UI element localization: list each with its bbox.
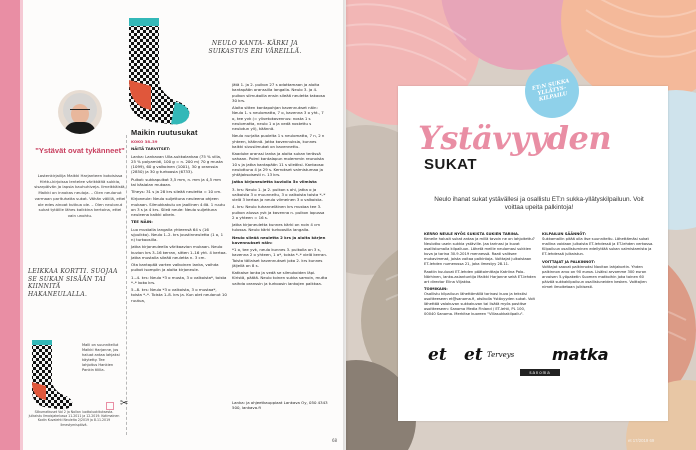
article-paragraph: Neulo nurjalta puolelta 1 s neulomatta, 7 n, 2 n yhteen, käännä. Jatka kavennuksia, kunnes kaikki sivusilmukat on kavennettu.: [232, 133, 325, 149]
pink-margin-band: [0, 0, 20, 450]
handwritten-note-top: NEULO KANTA- KÄRKI JA SUIKASTUS ERI VÄREILLÄ.: [208, 40, 302, 55]
yarn-supplier-note: Lanka: ja ohjeetkauppiaat Lankava Oy, 050 4343 500, lankava.fi: [232, 400, 328, 410]
article-paragraph: NÄITÄ TARVITSET:: [131, 146, 171, 152]
contest-paragraph: KERRO NEULE NYÖS SUKISTA SUKIEN TARINA. Kenelle halusit sukat antaa ja millä tavoin ne on lahjoitettu? Neulotko usein sukkia ystäville. Jaa tarinasi ja kuvat osallistumalla kilpailuun. Lähetä meille neulomasi sukkien kuva ja tarina 30.9.2019 mennessä. Raati valitsee mukavimmat, joista voitaa palkintoja. Voittajat julkaistaan ET-lehden numerossa 21, joka ilmestyy 28.11.: [424, 232, 535, 266]
contest-column-1: [424, 232, 536, 320]
left-page: [0, 0, 346, 450]
article-paragraph: Luo mustalla langalla yhteensä 64 s (16 s/puikko). Neulo 1–2. krs joustinneuletta (1 o, 1 n) turkoosilla.: [131, 226, 224, 242]
article-paragraph: Neulo sileää neuletta 2 krs ja aloita kärjen kavennukset näin:: [232, 234, 326, 245]
article-paragraph: Ota kantapää varten valkoinen lanka, vaihda puikot isompiin ja aloita kirjoneule.: [131, 262, 219, 273]
badge-text: ET:N SUKKA YLLÄTYS-KILPAILU: [531, 77, 570, 103]
contest-paragraph: KILPAILUN SÄÄNNÖT: Sukkamallin pitää olla itse suunniteltu. Lähettämäsi sukat mallina voidaan julkaista ET-lehdessä ja ET-lehden verkossa. Kilpailuun osallistuminen edellyttää sukan valmistamista ja ET-lehdessä julkaistun.: [542, 232, 654, 256]
article-paragraph: TEE NÄIN:: [131, 219, 153, 225]
author-portrait: [58, 90, 102, 134]
et-logo: et: [428, 345, 447, 365]
matka-logo: matka: [552, 345, 609, 364]
brand-logos: [424, 345, 654, 367]
cut-checkbox: [106, 402, 114, 410]
credit-box: Silkumatkuset Vol 2 ja Nollan luottoluokituksesta. Julkaistu Ilmaisjakelussa 11.2011 ja 12.2019. Kotimainen Kodin Kuvalehti Neuleita 2/2019 ja 8.11.2019 Ilmestymispäivä.: [28, 410, 120, 427]
terveys-logo-text: Terveys: [487, 351, 515, 359]
pull-quote: "Ystävät ovat tykänneet": [35, 146, 125, 155]
contest-paragraph: TOIMIKAIN: Osallistu kilpailuun lähettämällä tarinasi kuva ja tekstisi osoitteeseen et@sanoma.fi, otsikolla Ystävyyden sukat. Voit lähettää valokuvan sukkakuvan tai lisätä myös postitse osoitteeseen: Sanoma Media Finland / ET-lehti, PL 100, 00040 Sanoma. Merkitse kuoreen "Villasukkakilpailu".: [424, 287, 535, 316]
scissors-icon: ✂: [120, 398, 129, 409]
article-paragraph: jätä 1. ja 2. puikon 27 s odottamaan ja aloita kantapään oranssilla langalla. Neulo 3. ja 4. puikon silmukoilla ensin sileää neuletta takaosa 30 krs.: [232, 82, 326, 103]
sock-card-image: [24, 340, 76, 410]
article-paragraph: *1 o, tee yvk, neulo kunnes 3. puikolla on 3 s, kavenna 2 o yhteen, 1 o*, toista *–* vielä kerran. Toista tällaiset kavennukset joka 2. krs kunnes jäljellä on 8 s.: [232, 247, 328, 268]
article-paragraph: Puikot: sukkapuikot 3,5 mm, n. mm ja 4,5 mm tai käsialan mukaan.: [131, 176, 221, 187]
article-paragraph: Aloita sitten kantapohjan kavennukset näin: Neulo 1. s neulomatta, 7 o, kavenna 3 o yht., 7 o, tee yvk (= ylivetokavennus: nosta 1 s neulomatta, neulo 1 o ja vedä nostettu s neulotun yli), käännä.: [232, 105, 324, 131]
contest-column-2: [542, 232, 654, 292]
article-paragraph: 3. krs: Neulo 1. ja 2. puikon s ohi, jatka o ja valkoista 3 o muunneltu, 3 o valkoista toista *–* vielä 3 kertaa ja neulo viimeinen 3 o valkoista.: [232, 186, 326, 202]
article-paragraph: 1.–4. krs: Neulo *3 o musta, 3 o valkoista*, toista *–* koko krs.: [131, 274, 227, 285]
contest-paragraph: VOITTAJAT JA PALKINNOT: Voittajat saavat palkinnoksi Novitan lahjakortin. Yhden palkinnon arvo on 90 euroa. Lisäksi arvomme 300 euron arvoisen 5-yöpaketin Suomen matkoihin joka toinen 60 päivää sukkakilpailuun osallistuneiden kesken. Voittajien nimet ilmoitetaan julkisesti.: [542, 259, 647, 289]
page-title: Ystävyyden: [418, 119, 612, 157]
article-paragraph: Tiheys: 31 s ja 28 krs sileää neuletta = 10 cm.: [131, 189, 222, 194]
article-paragraph: Jatka kirjoneuleella värikaavion mukaan. Neulo kuvion krs 3–16 kerran, sitten 1–16 yht. 4 kertaa. Jatka mustalla sileää neuletta n. 3 cm.: [131, 244, 227, 260]
article-paragraph: 4. krs: Neulo tuhanneläinen krs mustaa tee 3. puikon alussa yvk ja kavenna n. puikon lopussa 2 o yhteen = 16 s.: [232, 204, 325, 220]
article-column-1: [131, 128, 227, 305]
contest-paragraph: Raatiin kuuluvat ET-lehden päätoimittaja Katriina Palo-Närhinen, lanka-asiantuntija Maikki Harjanne sekä ET-lehden art director Elina Viljakka.: [424, 269, 536, 284]
page-gutter: [343, 0, 349, 450]
intro-text: Lastenkirjailija Maikki Harjanteen kotoisissa Hirttu-kirjoissa lentelee värikkäitä sukkia, sisarpäivän ja lapsia kauhuhiveja. Ilmeikkäistä, Maikki on innokas neuloja. – Olen neulonut varmaan parituhatta sukat. Vähän välillä, ettei ole edes ainoat kutkua ole. – Olen neulonut sukat tytöille lähes kaikkina kertoina, ettei vain unohtu.: [34, 173, 126, 218]
card-caption: Malli on suunnitellut Maikki Harjanne, jos haluat antaa lahjaksi käytetty. Tee lahjoitus Hankien Pankin tililla.: [82, 343, 120, 372]
lead-text: Neulo ihanat sukat ystävällesi ja osallistu ET:n sukka-yllätyskilpailuun. Voit voittaa upeita palkintoja!: [434, 196, 644, 211]
sanoma-logo: sanoma: [520, 369, 560, 376]
checkered-sock-image: [125, 18, 193, 128]
page-number-right: et 17/2019 69: [628, 438, 655, 443]
et-terveys-logo: et: [464, 345, 483, 365]
article-paragraph: Kaaduke oranssi lanka ja aloita sukan terässä vahaan. Poimi kantalapun molemmin reunoista 10 s ja jatka kantapään 11 s sileäksi. Kantaosa: neulottuna 4 ja 29 s. Kerrokset valmistumaa ja yhtäjaksoisesti n. 13 krs.: [232, 151, 325, 177]
handwritten-note-bottom: LEIKKAA KORTTI. SUOJAA SE SUKAN SISÄÄN TAI KIINNITÄ HAKANEULALLA.: [28, 268, 118, 298]
article-paragraph: Jatka kirjoneuletta kuviolla 5x vilmista: [232, 179, 317, 185]
article-paragraph: Jatka kirjoneuletta kunnes kärki on noin 4 cm tulossa. Neulo kärki turkoosilla langalla.: [232, 222, 321, 233]
article-paragraph: Kirjoneule: Neulo suljettuna neuleena ohjeen mukaan. Silmukkakulu on jaollinen 4:llä. 1 ruutu on 3 s ja 4 krs. Sileä neule: Neulo suljettuna neuleena kaikki oikein.: [131, 196, 226, 217]
article-paragraph: 5.–8. krs: Neulo *3 o valkoista, 3 o mustaa*, toista *–*. Toista 1–8. krs ja. Kun olet neulonut 10 ruutua,: [131, 287, 227, 303]
article-paragraph: Katkaise lanka ja vedä se silmukoiden läpi. Kiristä, päätä. Neulo toinen sukka samoin, mutta vaihda oranssin ja turkoosin lankojen paikkaa.: [232, 270, 328, 286]
article-title: Maikin ruutusukat: [131, 128, 198, 137]
page-subtitle: SUKAT: [424, 156, 478, 173]
article-size: KOKO 38–39: [131, 139, 158, 144]
cut-line: [126, 135, 127, 435]
page-number-left: 68: [332, 438, 338, 443]
article-column-2: [232, 82, 328, 288]
article-paragraph: Lanka: Lankavan Ulla-sukkalankaa (75 % villa, 25 % polyamidi, 100 g = n. 200 m) 70 g musta (1099), 60 g valkoinen (1001), 30 g oranssia (2850) ja 30 g turkoosia (6733).: [131, 153, 223, 175]
